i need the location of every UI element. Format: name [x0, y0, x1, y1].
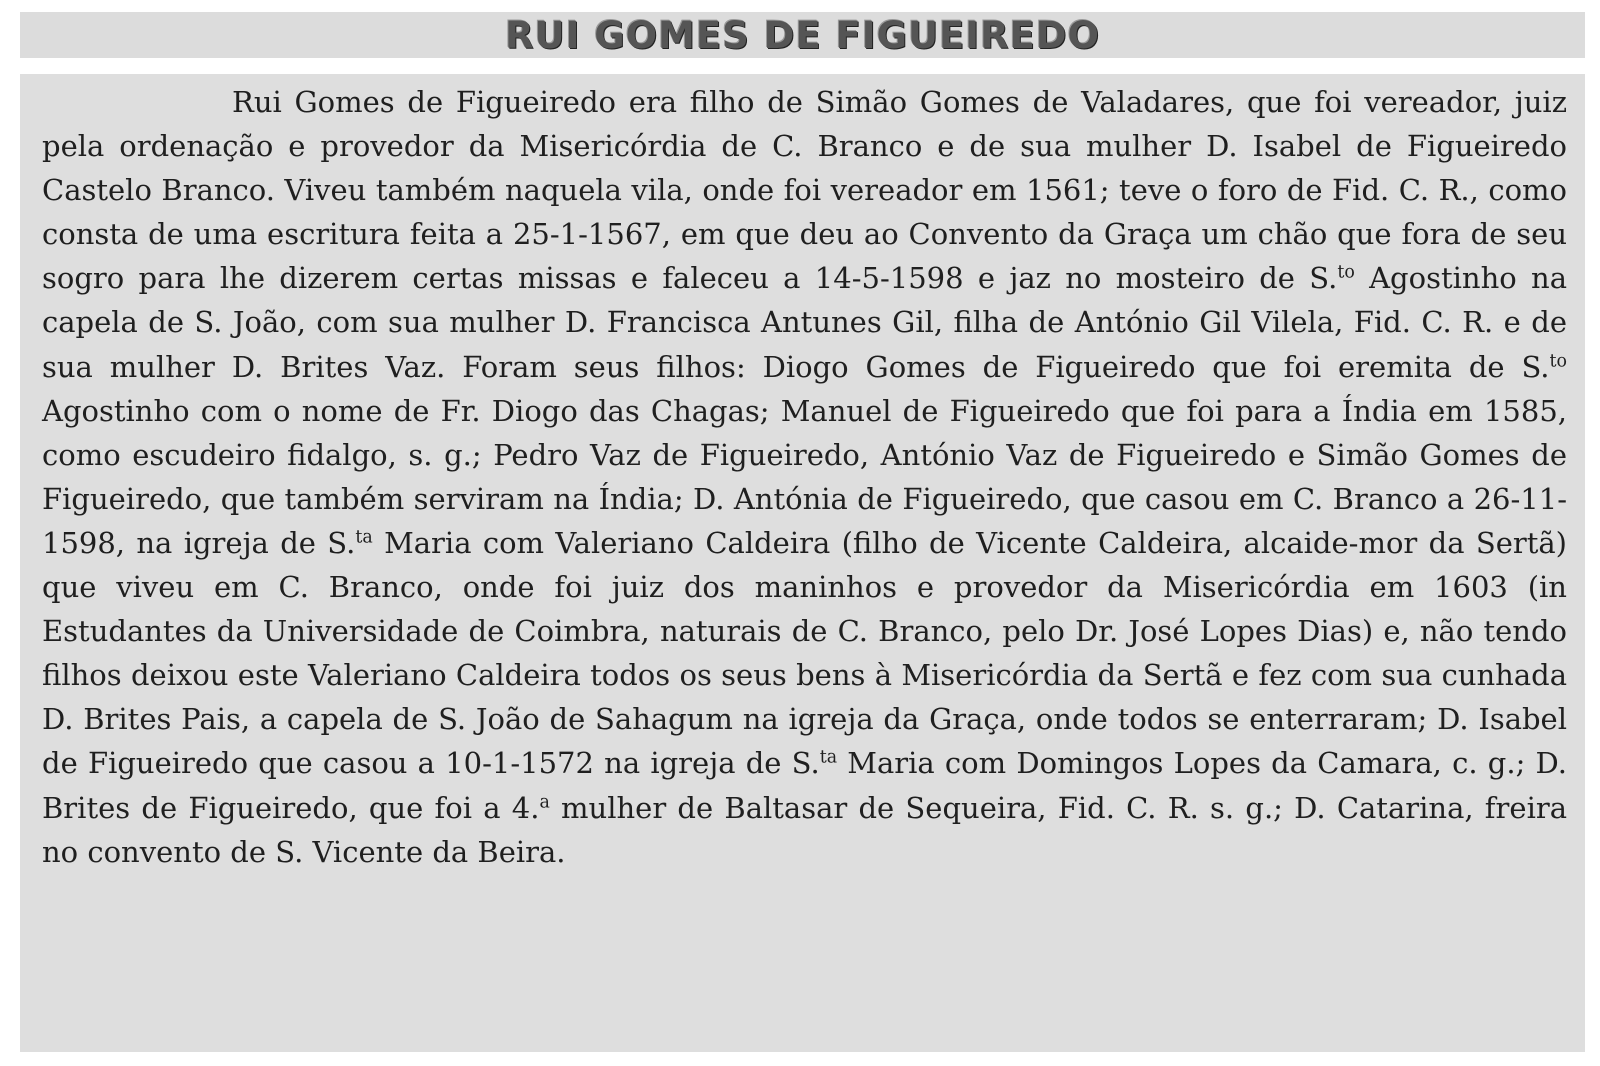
- text-segment-1: Rui Gomes de Figueiredo era filho de Simão Gomes de Valadares, que foi vereador, juiz pela ordenação e provedor da Misericórdia de C. Branco e de sua mulher D. Isabel de Figueiredo Castelo Branco. Viveu também naquela vila, onde foi vereador em 1561; teve o foro de Fid. C. R., como consta de uma escritura feita a 25-1-1567, em que deu ao Convento da Graça um chão que fora de seu sogro para lhe dizerem certas missas e faleceu a 14-5-1598 e jaz no mosteiro de S.: [42, 85, 1567, 296]
- text-segment-2: Agostinho na capela de S. João, com sua mulher D. Francisca Antunes Gil, filha de António Gil Vilela, Fid. C. R. e de sua mulher D. Brites Vaz. Foram seus filhos: Diogo Gomes de Figueiredo que foi eremita de S.: [42, 261, 1567, 384]
- biography-paragraph: [42, 80, 1567, 874]
- page-title: RUI GOMES DE FIGUEIREDO: [505, 13, 1100, 57]
- superscript-4: ta: [819, 747, 838, 768]
- text-segment-3: Agostinho com o nome de Fr. Diogo das Chagas; Manuel de Figueiredo que foi para a Índia em 1585, como escudeiro fidalgo, s. g.; Pedro Vaz de Figueiredo, António Vaz de Figueiredo e Simão Gomes de Figueiredo, que também serviram na Índia; D. Antónia de Figueiredo, que casou em C. Branco a 26-11-1598, na igreja de S.: [42, 393, 1567, 560]
- document-page: [20, 74, 1585, 1052]
- superscript-1: to: [1337, 262, 1355, 283]
- text-segment-5: Maria com Domingos Lopes da Camara, c. g.; D. Brites de Figueiredo, que foi a 4.: [42, 746, 1567, 825]
- text-segment-6: mulher de Baltasar de Sequeira, Fid. C. R. s. g.; D. Catarina, freira no convento de S. Vicente da Beira.: [42, 790, 1567, 869]
- text-segment-4: Maria com Valeriano Caldeira (filho de Vicente Caldeira, alcaide-mor da Sertã) que viveu em C. Branco, onde foi juiz dos maninhos e provedor da Misericórdia em 1603 (in Estudantes da Universidade de Coimbra, naturais de C. Branco, pelo Dr. José Lopes Dias) e, não tendo filhos deixou este Valeriano Caldeira todos os seus bens à Misericórdia da Sertã e fez com sua cunhada D. Brites Pais, a capela de S. João de Sahagum na igreja da Graça, onde todos se enterraram; D. Isabel de Figueiredo que casou a 10-1-1572 na igreja de S.: [42, 525, 1567, 781]
- superscript-2: to: [1549, 350, 1567, 371]
- superscript-3: ta: [355, 527, 373, 548]
- title-bar: [20, 12, 1585, 58]
- superscript-5: a: [539, 791, 550, 812]
